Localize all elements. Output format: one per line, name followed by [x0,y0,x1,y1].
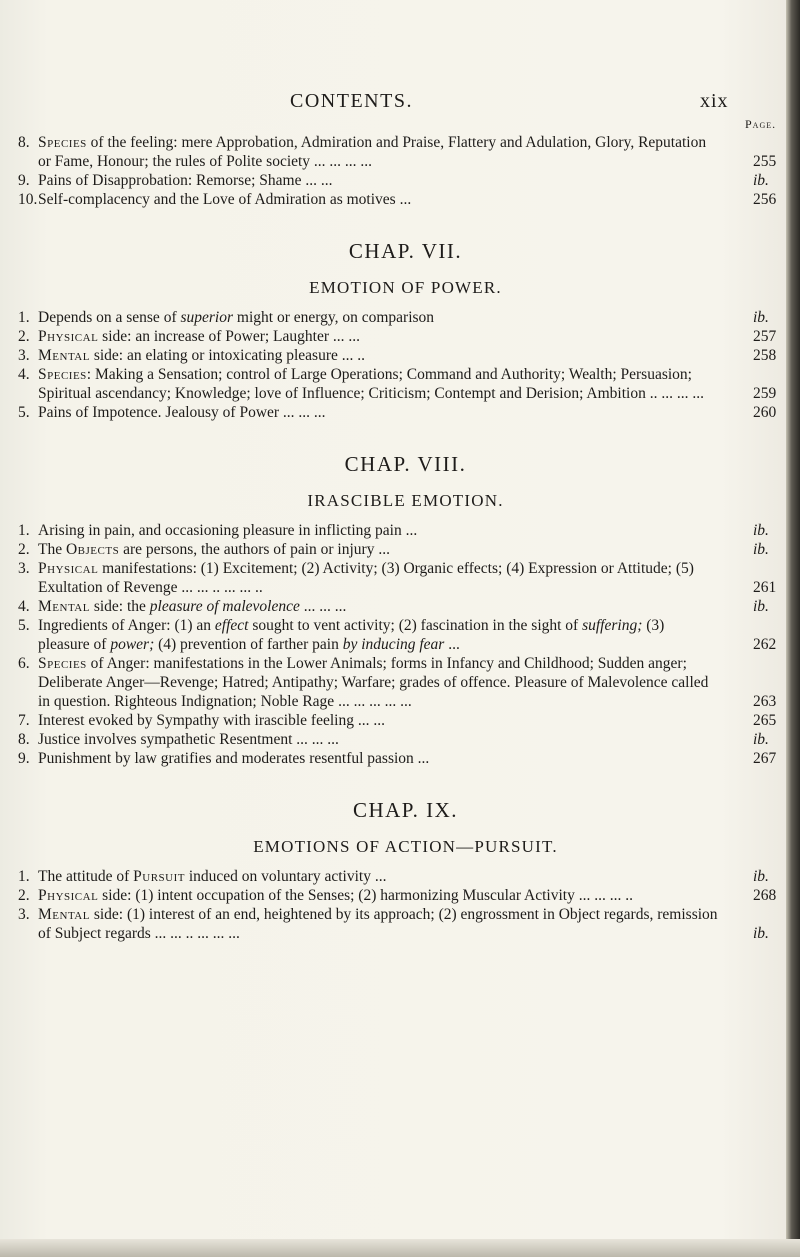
entry-text: Justice involves sympathetic Resentment ... ... ... [38,731,339,748]
toc-entry [18,711,793,730]
entry-number: 8. [18,134,30,151]
entry-text: are persons, the authors of pain or injury ... [119,541,390,558]
entry-page: 265 [753,712,777,729]
toc-entry [18,171,793,190]
entry-lead: Physical [38,560,99,577]
entry-text: sought to vent activity; (2) fascination in the sight of [248,617,583,634]
entry-number: 1. [18,868,30,885]
entry-lead: Species [38,134,87,151]
page-folio: xix [700,90,729,112]
contents-list [18,133,793,943]
entry-number: 7. [18,712,30,729]
chapter-title: IRASCIBLE EMOTION. [307,491,504,510]
entry-page: 255 [753,153,777,170]
entry-page: 262 [753,636,777,653]
entry-text: manifestations: (1) Excitement; (2) Activity; (3) Organic effects; (4) Expression or Attitude; (5) Exultation of Revenge ... ... .. ... ... .. [38,560,694,596]
entry-text: Interest evoked by Sympathy with irascible feeling ... ... [38,712,385,729]
entry-page: ib. [753,925,769,942]
entry-text: : Making a Sensation; control of Large Operations; Command and Authority; Wealth; Persuasion; Spiritual ascendancy; Knowledge; love of Influence; Criticism; Contempt and Derision; Ambition .. ... ... ... [38,366,704,402]
entry-number: 3. [18,560,30,577]
running-head [0,90,800,114]
toc-entry [18,346,793,365]
toc-entry [18,521,793,540]
entry-text: Self-complacency and the Love of Admiration as motives ... [38,191,412,208]
entry-page: ib. [753,731,769,748]
entry-emphasis: suffering; [582,617,643,634]
toc-entry [18,403,793,422]
page-bottom-shadow [0,1239,800,1257]
entry-lead: Mental [38,906,90,923]
toc-entry [18,327,793,346]
chapter-title: EMOTIONS OF ACTION—PURSUIT. [253,837,558,856]
entry-lead: Physical [38,328,99,345]
toc-entry [18,133,793,171]
chapter-heading: CHAP. IX. [352,798,459,822]
entry-text: Punishment by law gratifies and moderates resentful passion ... [38,750,430,767]
toc-entry [18,905,793,943]
page-edge-shadow [786,0,800,1257]
entry-text: induced on voluntary activity ... [184,868,387,885]
entry-lead: Species [38,655,87,672]
entry-text: Ingredients of Anger: (1) an [38,617,215,634]
entry-number: 8. [18,731,30,748]
entry-emphasis: power; [110,636,155,653]
entry-text: side: (1) interest of an end, heightened by its approach; (2) engrossment in Object regards, remission of Subject regards ... ... .. ... ... ... [38,906,718,942]
entry-text: might or energy, on comparison [233,309,435,326]
entry-page: 268 [753,887,777,904]
entry-text: side: (1) intent occupation of the Senses; (2) harmonizing Muscular Activity ... ... ... .. [98,887,633,904]
entry-number: 1. [18,522,30,539]
entry-page: 259 [753,385,777,402]
entry-page: 260 [753,404,777,421]
entry-page: 267 [753,750,777,767]
entry-text: Depends on a sense of [38,309,181,326]
entry-text: ... ... ... [299,598,347,615]
entry-number: 3. [18,906,30,923]
entry-number: 9. [18,172,30,189]
toc-entry [18,559,793,597]
entry-text: ... [444,636,460,653]
entry-lead: Mental [38,598,90,615]
entry-text: of the feeling: mere Approbation, Admiration and Praise, Flattery and Adulation, Glory, Reputation or Fame, Honour; the rules of Polite society ... ... ... ... [38,134,707,170]
chapter-title: EMOTION OF POWER. [309,278,502,297]
entry-number: 4. [18,366,30,383]
toc-entry [18,654,793,711]
toc-entry [18,540,793,559]
entry-text: (3) pleasure of [38,617,665,653]
toc-entry [18,730,793,749]
entry-lead: Objects [65,541,120,558]
entry-lead: Species [38,366,87,383]
toc-entry [18,308,793,327]
entry-text: Pains of Impotence. Jealousy of Power ... ... ... [38,404,326,421]
entry-text: The [38,541,66,558]
entry-page: 256 [753,191,777,208]
toc-entry [18,749,793,768]
entry-page: 263 [753,693,777,710]
entry-page: ib. [753,309,769,326]
entry-lead: Mental [38,347,90,364]
entry-text: The attitude of [38,868,134,885]
entry-number: 2. [18,328,30,345]
chapter-heading: CHAP. VII. [348,239,463,263]
entry-page: ib. [753,598,769,615]
entry-emphasis: by inducing fear [342,636,445,653]
entry-emphasis: superior [180,309,234,326]
entry-text: of Anger: manifestations in the Lower Animals; forms in Infancy and Childhood; Sudden anger; Deliberate Anger—Revenge; Hatred; Antipathy; Warfare; grades of offence. Pleasure of Malevolence called in question. Righteous Indignation; Noble Rage ... ... ... ... ... [38,655,709,710]
entry-text: (4) prevention of farther pain [154,636,343,653]
entry-text: side: an elating or intoxicating pleasure ... .. [89,347,366,364]
entry-number: 9. [18,750,30,767]
entry-text: side: the [89,598,150,615]
toc-entry [18,616,793,654]
entry-lead: Physical [38,887,99,904]
entry-text: Pains of Disapprobation: Remorse; Shame ... ... [38,172,333,189]
entry-number: 5. [18,617,30,634]
entry-emphasis: effect [214,617,249,634]
entry-page: 257 [753,328,777,345]
entry-number: 2. [18,887,30,904]
entry-page: 261 [753,579,777,596]
running-title: CONTENTS. [290,90,413,112]
toc-entry [18,597,793,616]
entry-page: 258 [753,347,777,364]
page-column-label: Page. [745,117,777,131]
chapter-heading: CHAP. VIII. [344,452,467,476]
entry-number: 3. [18,347,30,364]
entry-page: ib. [753,868,769,885]
entry-page: ib. [753,541,769,558]
entry-text: side: an increase of Power; Laughter ... ... [98,328,360,345]
entry-page: ib. [753,522,769,539]
entry-number: 5. [18,404,30,421]
entry-text: Arising in pain, and occasioning pleasure in inflicting pain ... [38,522,418,539]
entry-page: ib. [753,172,769,189]
entry-number: 4. [18,598,30,615]
toc-entry [18,365,793,403]
entry-number: 10. [18,191,38,208]
entry-number: 2. [18,541,30,558]
entry-lead: Pursuit [133,868,185,885]
entry-emphasis: pleasure of malevolence [149,598,300,615]
toc-entry [18,886,793,905]
toc-entry [18,190,793,209]
toc-entry [18,867,793,886]
entry-number: 6. [18,655,30,672]
entry-number: 1. [18,309,30,326]
